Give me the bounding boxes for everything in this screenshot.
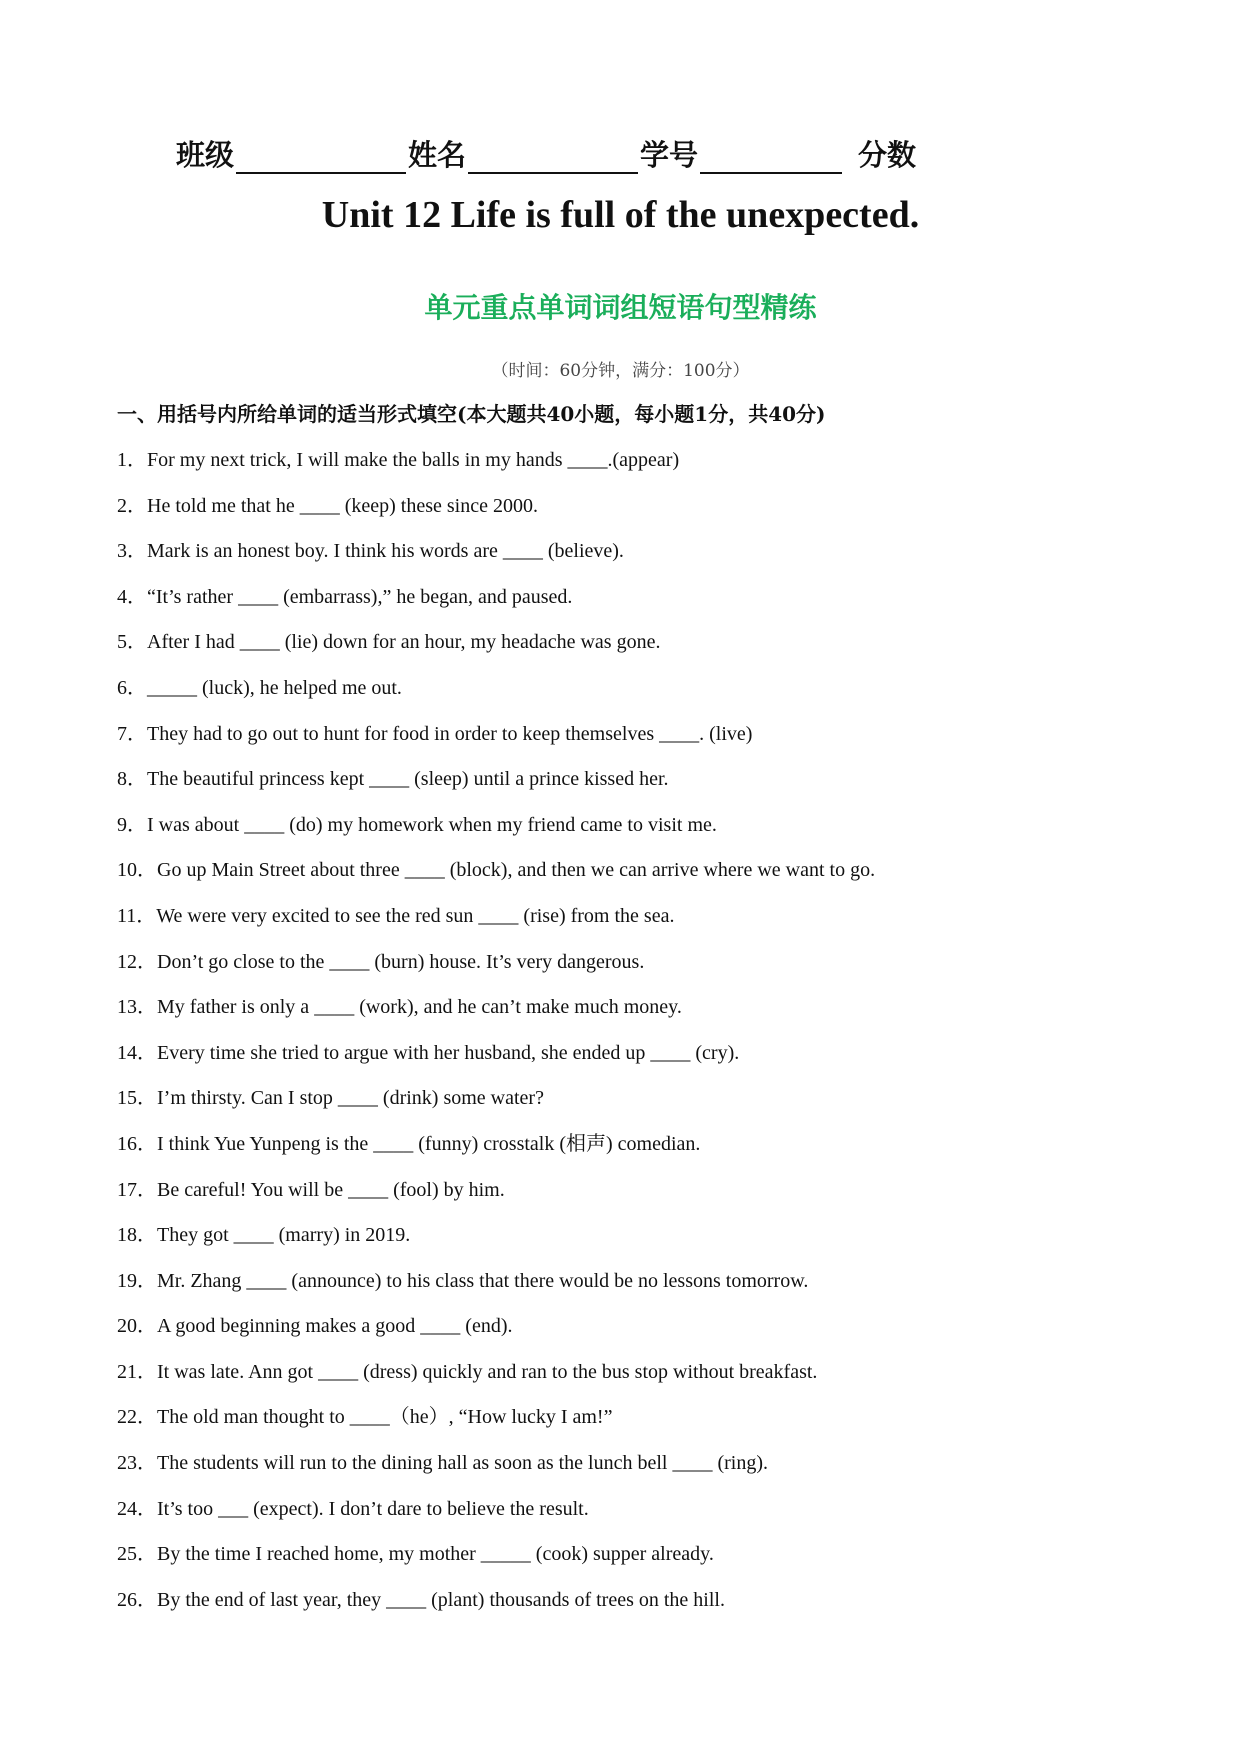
question-text: Mark is an honest boy. I think his words are ____ (believe). bbox=[147, 540, 624, 563]
student-id-label: 学号 bbox=[640, 138, 699, 172]
question-text: He told me that he ____ (keep) these since 2000. bbox=[147, 494, 538, 517]
question-item bbox=[117, 940, 875, 986]
question-item bbox=[117, 1168, 875, 1214]
question-item bbox=[117, 894, 875, 940]
question-text: I was about ____ (do) my homework when my friend came to visit me. bbox=[147, 813, 717, 836]
question-number: 23． bbox=[117, 1452, 157, 1475]
name-blank bbox=[468, 142, 638, 174]
question-number: 8． bbox=[117, 768, 147, 791]
question-text: _____ (luck), he helped me out. bbox=[147, 676, 402, 699]
question-number: 6． bbox=[117, 676, 147, 699]
question-item bbox=[117, 985, 875, 1031]
question-number: 20． bbox=[117, 1315, 157, 1338]
question-number: 24． bbox=[117, 1497, 157, 1520]
question-number: 19． bbox=[117, 1269, 157, 1292]
question-item bbox=[117, 1487, 875, 1533]
question-item bbox=[117, 438, 875, 484]
question-text: Don’t go close to the ____ (burn) house. It’s very dangerous. bbox=[157, 950, 645, 973]
question-number: 12． bbox=[117, 950, 157, 973]
question-number: 25． bbox=[117, 1543, 157, 1566]
question-text: A good beginning makes a good ____ (end). bbox=[157, 1315, 513, 1338]
class-blank bbox=[236, 142, 406, 174]
question-text: They got ____ (marry) in 2019. bbox=[157, 1224, 411, 1247]
question-item bbox=[117, 712, 875, 758]
question-number: 3． bbox=[117, 540, 147, 563]
question-item bbox=[117, 1076, 875, 1122]
question-text: Mr. Zhang ____ (announce) to his class that there would be no lessons tomorrow. bbox=[157, 1269, 809, 1292]
question-text: By the end of last year, they ____ (plant) thousands of trees on the hill. bbox=[157, 1588, 725, 1611]
class-label: 班级 bbox=[176, 138, 235, 172]
question-item bbox=[117, 1395, 875, 1441]
question-item bbox=[117, 803, 875, 849]
question-number: 7． bbox=[117, 722, 147, 745]
question-text: We were very excited to see the red sun ____ (rise) from the sea. bbox=[156, 904, 675, 927]
question-text: The students will run to the dining hall as soon as the lunch bell ____ (ring). bbox=[157, 1452, 769, 1475]
question-item bbox=[117, 1532, 875, 1578]
question-text: The old man thought to ____（he）, “How lucky I am!” bbox=[157, 1406, 613, 1429]
question-text: It’s too ___ (expect). I don’t dare to believe the result. bbox=[157, 1497, 589, 1520]
question-number: 9． bbox=[117, 813, 147, 836]
question-text: I’m thirsty. Can I stop ____ (drink) some water? bbox=[157, 1087, 544, 1110]
question-number: 1． bbox=[117, 449, 147, 471]
time-score-note: （时间：60分钟，满分：100分） bbox=[491, 361, 750, 381]
question-text: It was late. Ann got ____ (dress) quickly and ran to the bus stop without breakfast. bbox=[157, 1360, 818, 1383]
student-id-blank bbox=[700, 142, 842, 174]
question-text: By the time I reached home, my mother _____ (cook) supper already. bbox=[157, 1543, 714, 1566]
question-item bbox=[117, 1304, 875, 1350]
question-number: 21． bbox=[117, 1360, 157, 1383]
question-text: I think Yue Yunpeng is the ____ (funny) crosstalk (相声) comedian. bbox=[157, 1132, 701, 1155]
question-item bbox=[117, 484, 875, 530]
question-number: 11． bbox=[117, 904, 157, 927]
question-number: 17． bbox=[117, 1178, 157, 1201]
question-number: 4． bbox=[117, 585, 147, 608]
question-item bbox=[117, 1122, 875, 1168]
question-number: 14． bbox=[117, 1041, 157, 1064]
question-text: After I had ____ (lie) down for an hour, my headache was gone. bbox=[147, 631, 661, 654]
question-text: Go up Main Street about three ____ (block), and then we can arrive where we want to go. bbox=[157, 859, 876, 882]
question-number: 10． bbox=[117, 859, 157, 882]
question-item bbox=[117, 620, 875, 666]
question-item bbox=[117, 1578, 875, 1624]
question-number: 16． bbox=[117, 1132, 157, 1155]
question-text: “It’s rather ____ (embarrass),” he began, and paused. bbox=[147, 585, 573, 608]
question-item bbox=[117, 1031, 875, 1077]
question-number: 18． bbox=[117, 1224, 157, 1247]
name-label: 姓名 bbox=[408, 138, 467, 172]
question-list bbox=[117, 438, 875, 1623]
question-item bbox=[117, 1441, 875, 1487]
question-number: 5． bbox=[117, 631, 147, 654]
question-item bbox=[117, 666, 875, 712]
question-item bbox=[117, 1350, 875, 1396]
student-info-line bbox=[176, 133, 916, 174]
question-item bbox=[117, 1259, 875, 1305]
question-number: 13． bbox=[117, 996, 157, 1019]
question-item bbox=[117, 848, 875, 894]
question-item bbox=[117, 1213, 875, 1259]
question-number: 2． bbox=[117, 494, 147, 517]
question-item bbox=[117, 529, 875, 575]
question-number: 22． bbox=[117, 1406, 157, 1429]
question-number: 26． bbox=[117, 1588, 157, 1611]
section-heading: 一、用括号内所给单词的适当形式填空(本大题共40小题，每小题1分，共40分) bbox=[117, 402, 826, 426]
question-number: 15． bbox=[117, 1087, 157, 1110]
question-text: The beautiful princess kept ____ (sleep) until a prince kissed her. bbox=[147, 768, 669, 791]
question-text: They had to go out to hunt for food in order to keep themselves ____. (live) bbox=[147, 722, 753, 745]
question-text: Be careful! You will be ____ (fool) by him. bbox=[157, 1178, 505, 1201]
score-label: 分数 bbox=[858, 138, 917, 172]
page-title: Unit 12 Life is full of the unexpected. bbox=[321, 194, 920, 236]
page-subtitle: 单元重点单词词组短语句型精练 bbox=[424, 291, 817, 324]
question-text: My father is only a ____ (work), and he can’t make much money. bbox=[157, 996, 682, 1019]
question-item bbox=[117, 575, 875, 621]
question-text: Every time she tried to argue with her husband, she ended up ____ (cry). bbox=[157, 1041, 740, 1064]
question-item bbox=[117, 757, 875, 803]
question-text: For my next trick, I will make the balls in my hands ____.(appear) bbox=[147, 449, 680, 471]
